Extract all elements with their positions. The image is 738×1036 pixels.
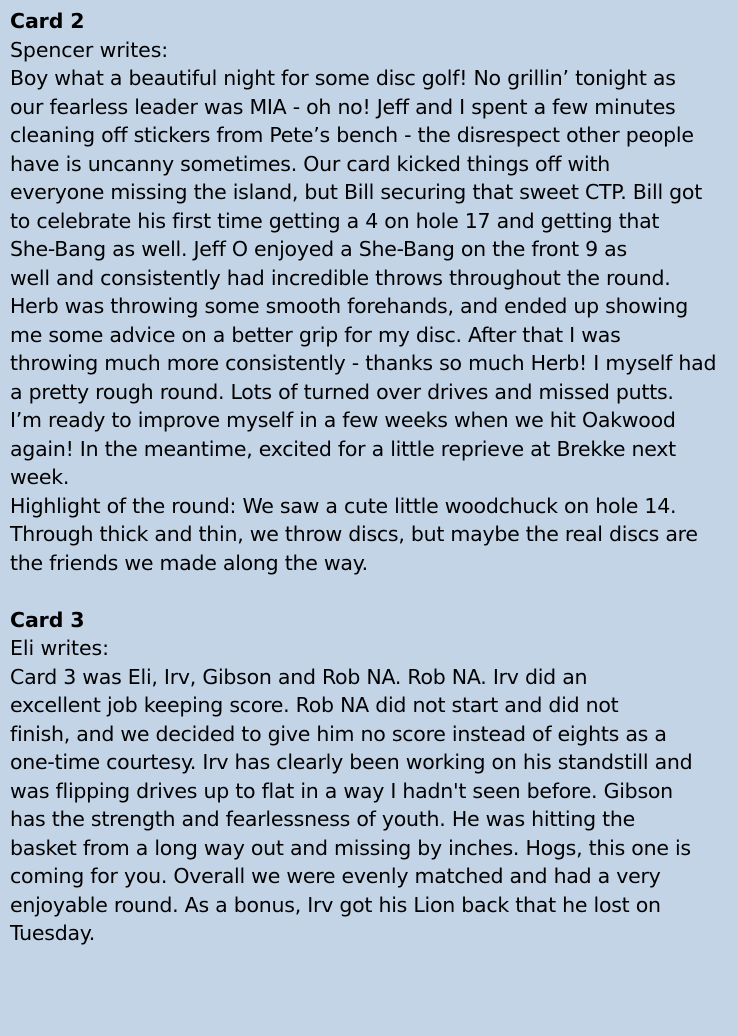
card-2-section [10, 7, 728, 577]
card-body [10, 663, 728, 948]
body-line: again! In the meantime, excited for a little reprieve at Brekke next [10, 436, 676, 461]
body-line: basket from a long way out and missing by inches. Hogs, this one is [10, 835, 691, 860]
card-author: Spencer writes: [10, 37, 169, 62]
body-line: I’m ready to improve myself in a few weeks when we hit Oakwood [10, 408, 676, 432]
body-line: coming for you. Overall we were evenly matched and had a very [10, 864, 661, 888]
card-author: Eli writes: [10, 636, 109, 660]
body-line: our fearless leader was MIA - oh no! Jeff and I spent a few minutes [10, 94, 676, 119]
body-line: finish, and we decided to give him no score instead of eights as a [10, 721, 667, 746]
body-line: cleaning off stickers from Pete’s bench - the disrespect other people [10, 123, 694, 147]
body-line: was flipping drives up to flat in a way I hadn't seen before. Gibson [10, 778, 673, 803]
body-line: a pretty rough round. Lots of turned over drives and missed putts. [10, 379, 674, 404]
body-line: has the strength and fearlessness of youth. He was hitting the [10, 807, 636, 831]
card-3-section [10, 606, 728, 948]
body-line: well and consistently had incredible throws throughout the round. [10, 265, 671, 290]
body-line: She-Bang as well. Jeff O enjoyed a She-Bang on the front 9 as [10, 237, 627, 261]
body-line: Highlight of the round: We saw a cute little woodchuck on hole 14. [10, 493, 677, 518]
card-body [10, 64, 728, 577]
card-title: Card 3 [10, 607, 85, 632]
body-line: to celebrate his first time getting a 4 on hole 17 and getting that [10, 208, 660, 233]
body-line: Card 3 was Eli, Irv, Gibson and Rob NA. Rob NA. Irv did an [10, 664, 588, 689]
card-title: Card 2 [10, 9, 85, 33]
body-line: one-time courtesy. Irv has clearly been working on his standstill and [10, 750, 693, 774]
body-line: Tuesday. [10, 921, 95, 945]
body-line: Herb was throwing some smooth forehands, and ended up showing [10, 294, 689, 318]
body-line: excellent job keeping score. Rob NA did not start and did not [10, 693, 619, 717]
body-line: throwing much more consistently - thanks so much Herb! I myself had [10, 351, 717, 375]
body-line: Through thick and thin, we throw discs, but maybe the real discs are [10, 522, 698, 546]
body-line: everyone missing the island, but Bill securing that sweet CTP. Bill got [10, 180, 703, 204]
body-line: week. [10, 465, 70, 489]
body-line: have is uncanny sometimes. Our card kicked things off with [10, 151, 611, 176]
body-line: enjoyable round. As a bonus, Irv got his Lion back that he lost on [10, 892, 661, 917]
body-line: the friends we made along the way. [10, 550, 368, 575]
body-line: me some advice on a better grip for my disc. After that I was [10, 322, 621, 347]
body-line: Boy what a beautiful night for some disc golf! No grillin’ tonight as [10, 66, 676, 90]
